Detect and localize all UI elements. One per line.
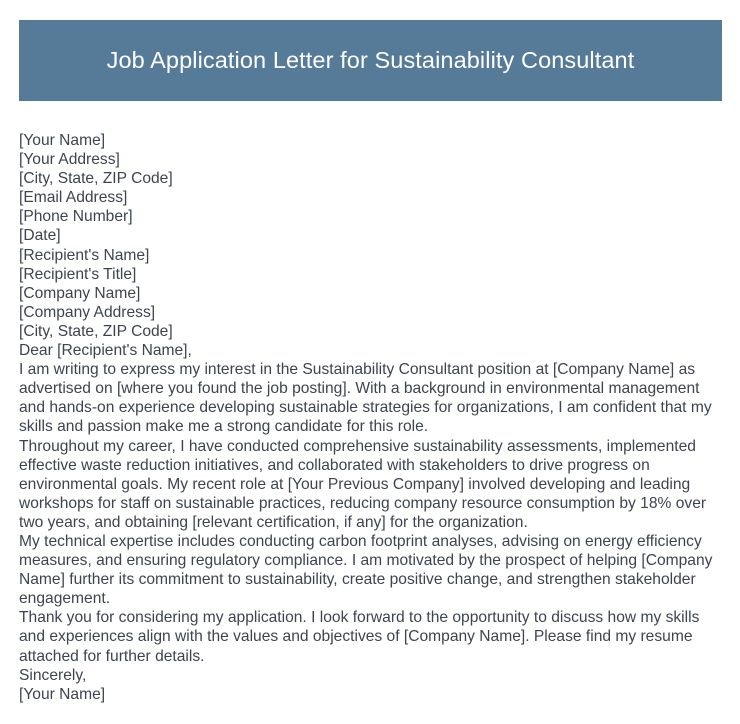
letter-line: [Date]: [19, 227, 61, 245]
sender-address-block: [19, 131, 719, 246]
letter-line: [City, State, ZIP Code]: [19, 170, 173, 188]
letter-line: [City, State, ZIP Code]: [19, 322, 173, 340]
letter-paragraph: I am writing to express my interest in the Sustainability Consultant position at [Company Name] as advertised on [where you found the job posting]. With a background in environmental management and hands-on experience developing sustainable strategies for organizations, I am confident that my skills and passion make me a strong candidate for this role.: [19, 361, 712, 436]
letter-closing: Sincerely,: [19, 666, 87, 684]
letter-paragraph: Throughout my career, I have conducted comprehensive sustainability assessments, implemented effective waste reduction initiatives, and collaborated with stakeholders to drive progress on environmental goals. My recent role at [Your Previous Company] involved developing and leading workshops for staff on sustainable practices, reducing company resource consumption by 18% over two years, and obtaining [relevant certification, if any] for the organization.: [19, 437, 707, 531]
letter-body: [19, 131, 719, 704]
document-header-banner: [19, 20, 722, 101]
letter-line: [Your Address]: [19, 151, 120, 169]
letter-line: [Company Name]: [19, 284, 141, 302]
letter-line: [Email Address]: [19, 189, 128, 207]
letter-line: [Company Address]: [19, 303, 156, 321]
letter-line: [Your Name]: [19, 132, 106, 149]
letter-line: [Recipient's Title]: [19, 265, 137, 283]
recipient-address-block: [19, 246, 719, 341]
letter-signature: [Your Name]: [19, 685, 106, 703]
letter-salutation: Dear [Recipient's Name],: [19, 342, 192, 360]
letter-line: [Phone Number]: [19, 208, 133, 226]
letter-line: [Recipient's Name]: [19, 246, 150, 264]
letter-paragraph: Thank you for considering my application. I look forward to the opportunity to discuss how my skills and experiences align with the values and objectives of [Company Name]. Please find my resume attached for further details.: [19, 609, 700, 665]
letter-paragraph: My technical expertise includes conducting carbon footprint analyses, advising on energy efficiency measures, and ensuring regulatory compliance. I am motivated by the prospect of helping [Company Name] further its commitment to sustainability, create positive change, and strengthen stakeholder engagement.: [19, 532, 713, 608]
document-title: Job Application Letter for Sustainability Consultant: [106, 47, 635, 74]
